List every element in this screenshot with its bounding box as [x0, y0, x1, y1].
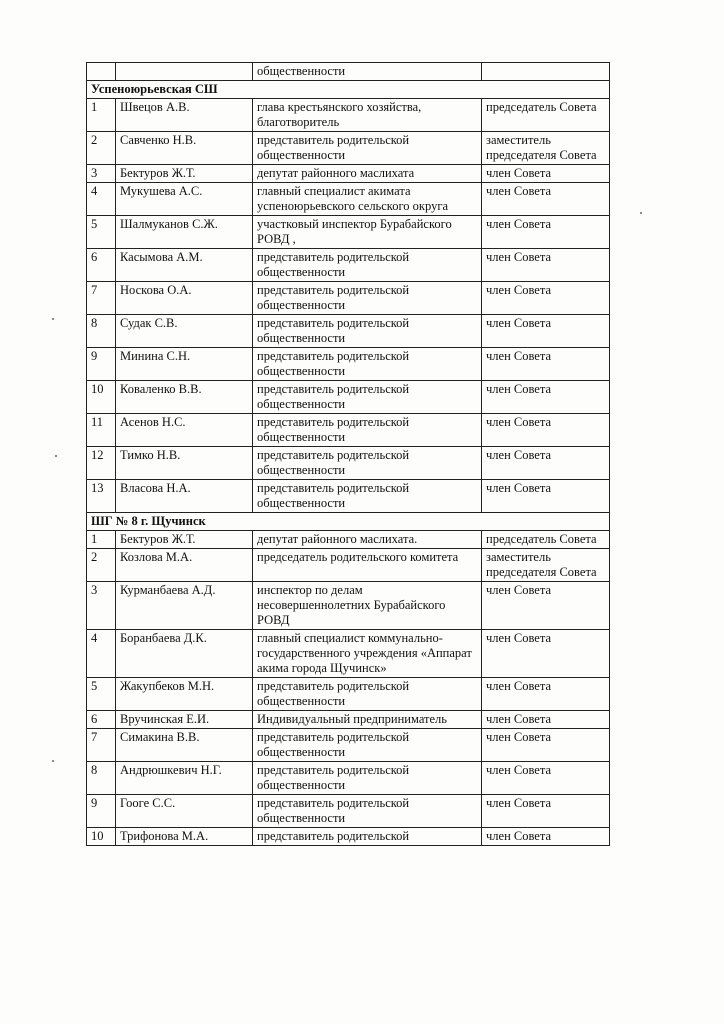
- table-row: [87, 414, 610, 447]
- cell-number: 6: [87, 711, 116, 729]
- table-row: [87, 549, 610, 582]
- scan-speck: [52, 318, 54, 320]
- cell-role: заместитель председателя Совета: [482, 549, 610, 582]
- cell-position: депутат районного маслихата: [253, 165, 482, 183]
- cell-position: представитель родительской общественности: [253, 414, 482, 447]
- cell-role: член Совета: [482, 630, 610, 678]
- cell-position: глава крестьянского хозяйства, благотворитель: [253, 99, 482, 132]
- cell-role: член Совета: [482, 183, 610, 216]
- cell-role: член Совета: [482, 282, 610, 315]
- cell-position: представитель родительской общественности: [253, 249, 482, 282]
- cell-position: представитель родительской общественности: [253, 132, 482, 165]
- cell-role: председатель Совета: [482, 99, 610, 132]
- cell-role: член Совета: [482, 249, 610, 282]
- cell-position: главный специалист коммунально-государственного учреждения «Аппарат акима города Щучинск»: [253, 630, 482, 678]
- cell-role: член Совета: [482, 762, 610, 795]
- cell-name: Касымова А.М.: [116, 249, 253, 282]
- cell-role: член Совета: [482, 447, 610, 480]
- cell-position: представитель родительской общественности: [253, 795, 482, 828]
- cell-name: Бектуров Ж.Т.: [116, 165, 253, 183]
- cell-name: Гооге С.С.: [116, 795, 253, 828]
- table-row: [87, 711, 610, 729]
- cell-name: [116, 63, 253, 81]
- cell-number: 4: [87, 183, 116, 216]
- cell-role: член Совета: [482, 414, 610, 447]
- cell-name: Асенов Н.С.: [116, 414, 253, 447]
- table-row: [87, 216, 610, 249]
- cell-role: член Совета: [482, 711, 610, 729]
- table-row: [87, 630, 610, 678]
- table-row: [87, 381, 610, 414]
- cell-number: 13: [87, 480, 116, 513]
- cell-name: Носкова О.А.: [116, 282, 253, 315]
- cell-number: 10: [87, 381, 116, 414]
- cell-number: 2: [87, 132, 116, 165]
- cell-number: 8: [87, 762, 116, 795]
- section-header-row: [87, 81, 610, 99]
- cell-number: 7: [87, 729, 116, 762]
- cell-position: участковый инспектор Бурабайского РОВД ,: [253, 216, 482, 249]
- cell-name: Шалмуканов С.Ж.: [116, 216, 253, 249]
- table-row: [87, 729, 610, 762]
- cell-role: член Совета: [482, 795, 610, 828]
- cell-number: 6: [87, 249, 116, 282]
- cell-number: 10: [87, 828, 116, 846]
- cell-name: Бектуров Ж.Т.: [116, 531, 253, 549]
- cell-role: член Совета: [482, 582, 610, 630]
- cell-name: Андрюшкевич Н.Г.: [116, 762, 253, 795]
- cell-position: инспектор по делам несовершеннолетних Бурабайского РОВД: [253, 582, 482, 630]
- section-title: Успеноюрьевская СШ: [87, 81, 610, 99]
- cell-number: 5: [87, 678, 116, 711]
- cell-position: представитель родительской общественности: [253, 480, 482, 513]
- cell-role: член Совета: [482, 480, 610, 513]
- scan-speck: [55, 455, 57, 457]
- section-header-row: [87, 513, 610, 531]
- cell-name: Судак С.В.: [116, 315, 253, 348]
- cell-position: представитель родительской общественности: [253, 381, 482, 414]
- cell-position: председатель родительского комитета: [253, 549, 482, 582]
- cell-name: Боранбаева Д.К.: [116, 630, 253, 678]
- cell-position: представитель родительской общественности: [253, 282, 482, 315]
- cell-position: общественности: [253, 63, 482, 81]
- cell-position: Индивидуальный предприниматель: [253, 711, 482, 729]
- cell-role: член Совета: [482, 828, 610, 846]
- cell-name: Минина С.Н.: [116, 348, 253, 381]
- table-row: [87, 249, 610, 282]
- cell-number: [87, 63, 116, 81]
- cell-name: Трифонова М.А.: [116, 828, 253, 846]
- table-row: [87, 762, 610, 795]
- cell-role: заместитель председателя Совета: [482, 132, 610, 165]
- cell-role: член Совета: [482, 315, 610, 348]
- cell-role: член Совета: [482, 729, 610, 762]
- table-body: [87, 63, 610, 846]
- table-row: [87, 582, 610, 630]
- table-row: [87, 348, 610, 381]
- cell-role: [482, 63, 610, 81]
- cell-name: Мукушева А.С.: [116, 183, 253, 216]
- cell-number: 12: [87, 447, 116, 480]
- cell-number: 3: [87, 582, 116, 630]
- cell-role: член Совета: [482, 348, 610, 381]
- cell-position: представитель родительской общественности: [253, 447, 482, 480]
- scan-speck: [640, 212, 642, 214]
- cell-number: 1: [87, 531, 116, 549]
- table-row: [87, 99, 610, 132]
- table-row: [87, 531, 610, 549]
- cell-position: представитель родительской общественности: [253, 678, 482, 711]
- cell-number: 1: [87, 99, 116, 132]
- cell-name: Жакупбеков М.Н.: [116, 678, 253, 711]
- table-row: [87, 132, 610, 165]
- table-row: [87, 165, 610, 183]
- cell-number: 3: [87, 165, 116, 183]
- table-row: [87, 183, 610, 216]
- cell-position: депутат районного маслихата.: [253, 531, 482, 549]
- scan-speck: [52, 760, 54, 762]
- cell-position: представитель родительской общественности: [253, 348, 482, 381]
- cell-number: 4: [87, 630, 116, 678]
- council-members-table: [86, 62, 610, 846]
- table-row: [87, 315, 610, 348]
- cell-role: член Совета: [482, 216, 610, 249]
- cell-number: 9: [87, 348, 116, 381]
- table-row-continuation: [87, 63, 610, 81]
- cell-name: Швецов А.В.: [116, 99, 253, 132]
- cell-name: Курманбаева А.Д.: [116, 582, 253, 630]
- table-row: [87, 795, 610, 828]
- cell-name: Савченко Н.В.: [116, 132, 253, 165]
- cell-position: главный специалист акимата успеноюрьевского сельского округа: [253, 183, 482, 216]
- section-title: ШГ № 8 г. Щучинск: [87, 513, 610, 531]
- cell-position: представитель родительской общественности: [253, 315, 482, 348]
- cell-number: 5: [87, 216, 116, 249]
- cell-name: Симакина В.В.: [116, 729, 253, 762]
- cell-name: Тимко Н.В.: [116, 447, 253, 480]
- cell-name: Власова Н.А.: [116, 480, 253, 513]
- cell-number: 8: [87, 315, 116, 348]
- cell-number: 11: [87, 414, 116, 447]
- table-row: [87, 480, 610, 513]
- table-row: [87, 678, 610, 711]
- cell-number: 2: [87, 549, 116, 582]
- cell-role: член Совета: [482, 165, 610, 183]
- cell-position: представитель родительской общественности: [253, 729, 482, 762]
- table-row: [87, 828, 610, 846]
- cell-number: 9: [87, 795, 116, 828]
- cell-name: Козлова М.А.: [116, 549, 253, 582]
- cell-number: 7: [87, 282, 116, 315]
- cell-position: представитель родительской общественности: [253, 762, 482, 795]
- cell-role: член Совета: [482, 381, 610, 414]
- cell-name: Вручинская Е.И.: [116, 711, 253, 729]
- cell-position: представитель родительской: [253, 828, 482, 846]
- cell-role: председатель Совета: [482, 531, 610, 549]
- table-row: [87, 282, 610, 315]
- table-row: [87, 447, 610, 480]
- cell-name: Коваленко В.В.: [116, 381, 253, 414]
- cell-role: член Совета: [482, 678, 610, 711]
